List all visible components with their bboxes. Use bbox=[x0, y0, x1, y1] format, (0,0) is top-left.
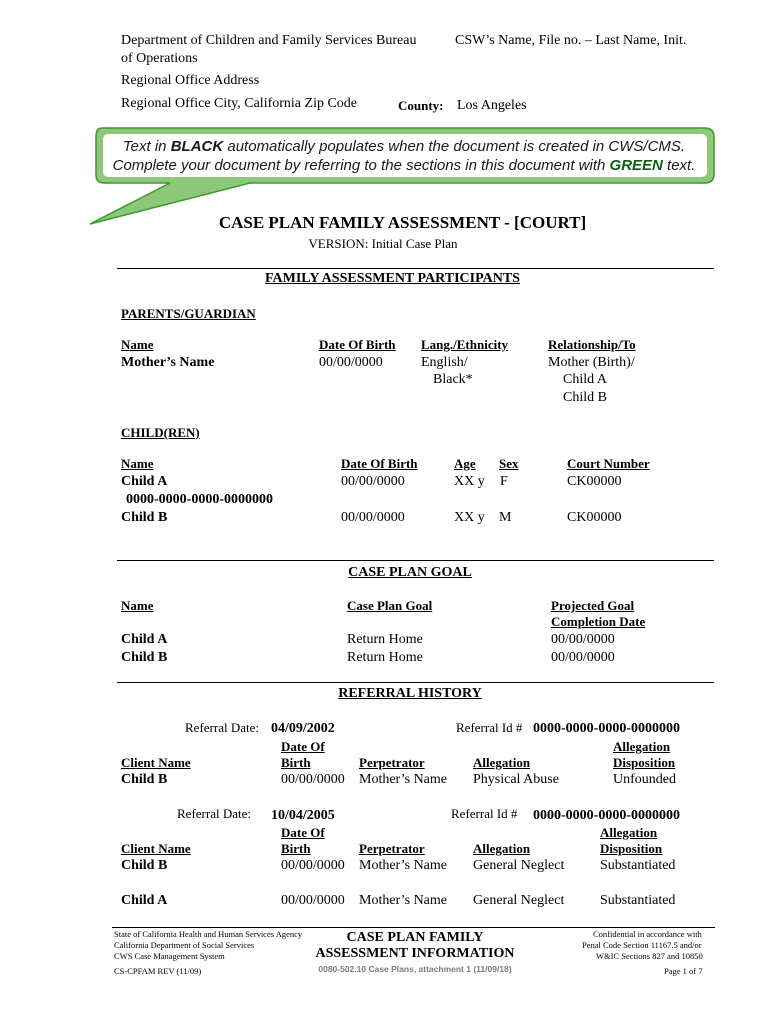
ref-client-dob: 00/00/0000 bbox=[281, 858, 345, 873]
footer-title-line-2: ASSESSMENT INFORMATION bbox=[315, 946, 515, 961]
ref-header-dob: Date Of bbox=[281, 739, 325, 754]
divider bbox=[117, 682, 714, 683]
ref-client-dob: 00/00/0000 bbox=[281, 893, 345, 908]
ref-allegation: General Neglect bbox=[473, 893, 565, 908]
ref-header-allegation-disp: Allegation bbox=[600, 825, 658, 840]
document-title: CASE PLAN FAMILY ASSESSMENT - [COURT] bbox=[218, 213, 587, 232]
participants-heading: FAMILY ASSESSMENT PARTICIPANTS bbox=[265, 271, 520, 286]
ref-perpetrator: Mother’s Name bbox=[359, 772, 447, 787]
case-plan-goal-heading: CASE PLAN GOAL bbox=[348, 565, 472, 580]
ref-header-disposition: Disposition bbox=[600, 841, 663, 856]
footer-title-line-1: CASE PLAN FAMILY bbox=[346, 930, 484, 945]
office-address: Regional Office Address bbox=[121, 73, 260, 88]
child-a-id: 0000-0000-0000-0000000 bbox=[126, 492, 273, 507]
child-a-name: Child A bbox=[121, 474, 168, 489]
goal-child-a-name: Child A bbox=[121, 632, 168, 647]
parent-name: Mother’s Name bbox=[121, 355, 215, 370]
ref-client-name: Child B bbox=[121, 772, 168, 787]
child-a-court: CK00000 bbox=[567, 474, 622, 489]
goal-child-b-goal: Return Home bbox=[347, 650, 423, 665]
divider bbox=[117, 560, 714, 561]
referral-id-value: 0000-0000-0000-0000000 bbox=[533, 808, 680, 823]
goal-child-a-date: 00/00/0000 bbox=[551, 632, 615, 647]
child-header-dob: Date Of Birth bbox=[341, 456, 418, 471]
goal-header-projected: Projected Goal bbox=[551, 598, 635, 613]
footer-system: CWS Case Management System bbox=[114, 951, 225, 961]
department-name: Department of Children and Family Services Bureau bbox=[121, 33, 417, 48]
goal-header-completion: Completion Date bbox=[551, 614, 646, 629]
child-header-age: Age bbox=[454, 456, 476, 471]
document-version: VERSION: Initial Case Plan bbox=[308, 236, 458, 251]
goal-child-a-goal: Return Home bbox=[347, 632, 423, 647]
divider bbox=[117, 268, 714, 269]
child-b-dob: 00/00/0000 bbox=[341, 510, 405, 525]
child-a-dob: 00/00/0000 bbox=[341, 474, 405, 489]
parent-header-lang: Lang./Ethnicity bbox=[421, 337, 509, 352]
ref-perpetrator: Mother’s Name bbox=[359, 858, 447, 873]
ref-header-disposition: Disposition bbox=[613, 755, 676, 770]
footer-divider bbox=[112, 927, 715, 928]
ref-header-birth: Birth bbox=[281, 755, 311, 770]
parent-header-relationship: Relationship/To bbox=[548, 337, 636, 352]
footer-department: California Department of Social Services bbox=[114, 940, 255, 950]
callout-line-1: Text in BLACK automatically populates when the document is created in CWS/CMS. bbox=[122, 138, 686, 155]
ref-header-perpetrator: Perpetrator bbox=[359, 755, 425, 770]
ref-perpetrator: Mother’s Name bbox=[359, 893, 447, 908]
parent-relationship-child-b: Child B bbox=[563, 390, 607, 405]
parent-language: English/ bbox=[421, 355, 468, 370]
department-name-cont: of Operations bbox=[121, 51, 198, 66]
county-value: Los Angeles bbox=[457, 98, 527, 113]
goal-header-goal: Case Plan Goal bbox=[347, 598, 433, 613]
ref-header-client: Client Name bbox=[121, 841, 191, 856]
ref-client-dob: 00/00/0000 bbox=[281, 772, 345, 787]
parents-label: PARENTS/GUARDIAN bbox=[121, 306, 256, 321]
footer-agency: State of California Health and Human Services Agency bbox=[114, 929, 303, 939]
parent-relationship-child-a: Child A bbox=[563, 372, 607, 387]
ref-header-allegation-disp: Allegation bbox=[613, 739, 671, 754]
ref-header-client: Client Name bbox=[121, 755, 191, 770]
callout-line-2: Complete your document by referring to the sections in this document with GREEN text. bbox=[112, 157, 696, 174]
csw-name: CSW’s Name, File no. – Last Name, Init. bbox=[455, 33, 687, 48]
referral-id-label: Referral Id # bbox=[456, 720, 523, 735]
ref-disposition: Substantiated bbox=[600, 893, 676, 908]
ref-header-perpetrator: Perpetrator bbox=[359, 841, 425, 856]
footer-form-number: CS-CPFAM REV (11/09) bbox=[114, 966, 202, 976]
footer-wic: W&IC Sections 827 and 10850 bbox=[596, 951, 703, 961]
referral-date-value: 04/09/2002 bbox=[271, 721, 335, 736]
callout-bubble bbox=[0, 0, 770, 240]
child-header-name: Name bbox=[121, 456, 154, 471]
referral-id-label: Referral Id # bbox=[451, 806, 518, 821]
ref-disposition: Unfounded bbox=[613, 772, 676, 787]
ref-header-birth: Birth bbox=[281, 841, 311, 856]
footer-page-number: Page 1 of 7 bbox=[664, 966, 703, 976]
referral-history-heading: REFERRAL HISTORY bbox=[338, 686, 482, 701]
county-label: County: bbox=[398, 98, 444, 113]
goal-child-b-name: Child B bbox=[121, 650, 168, 665]
goal-header-name: Name bbox=[121, 598, 154, 613]
ref-allegation: General Neglect bbox=[473, 858, 565, 873]
ref-disposition: Substantiated bbox=[600, 858, 676, 873]
referral-date-value: 10/04/2005 bbox=[271, 808, 335, 823]
parent-header-name: Name bbox=[121, 337, 154, 352]
ref-header-dob: Date Of bbox=[281, 825, 325, 840]
ref-allegation: Physical Abuse bbox=[473, 772, 559, 787]
parent-header-dob: Date Of Birth bbox=[319, 337, 396, 352]
referral-id-value: 0000-0000-0000-0000000 bbox=[533, 721, 680, 736]
child-b-name: Child B bbox=[121, 510, 168, 525]
referral-date-label: Referral Date: bbox=[185, 720, 259, 735]
parent-dob: 00/00/0000 bbox=[319, 355, 383, 370]
office-city: Regional Office City, California Zip Code bbox=[121, 96, 358, 111]
child-b-sex: M bbox=[499, 510, 512, 525]
footer-penal-code: Penal Code Section 11167.5 and/or bbox=[582, 940, 702, 950]
ref-header-allegation: Allegation bbox=[473, 755, 531, 770]
referral-date-label: Referral Date: bbox=[177, 806, 251, 821]
child-b-court: CK00000 bbox=[567, 510, 622, 525]
child-a-age: XX y bbox=[454, 474, 485, 489]
ref-client-name: Child B bbox=[121, 858, 168, 873]
children-label: CHILD(REN) bbox=[121, 425, 200, 440]
child-a-sex: F bbox=[500, 474, 508, 489]
child-header-court: Court Number bbox=[567, 456, 650, 471]
goal-child-b-date: 00/00/0000 bbox=[551, 650, 615, 665]
parent-relationship: Mother (Birth)/ bbox=[548, 355, 635, 370]
footer-confidential: Confidential in accordance with bbox=[593, 929, 702, 939]
ref-client-name: Child A bbox=[121, 893, 168, 908]
parent-ethnicity: Black* bbox=[433, 372, 473, 387]
ref-header-allegation: Allegation bbox=[473, 841, 531, 856]
child-b-age: XX y bbox=[454, 510, 485, 525]
footer-attachment: 0080-502.10 Case Plans, attachment 1 (11/09/18) bbox=[318, 964, 512, 974]
child-header-sex: Sex bbox=[499, 456, 519, 471]
